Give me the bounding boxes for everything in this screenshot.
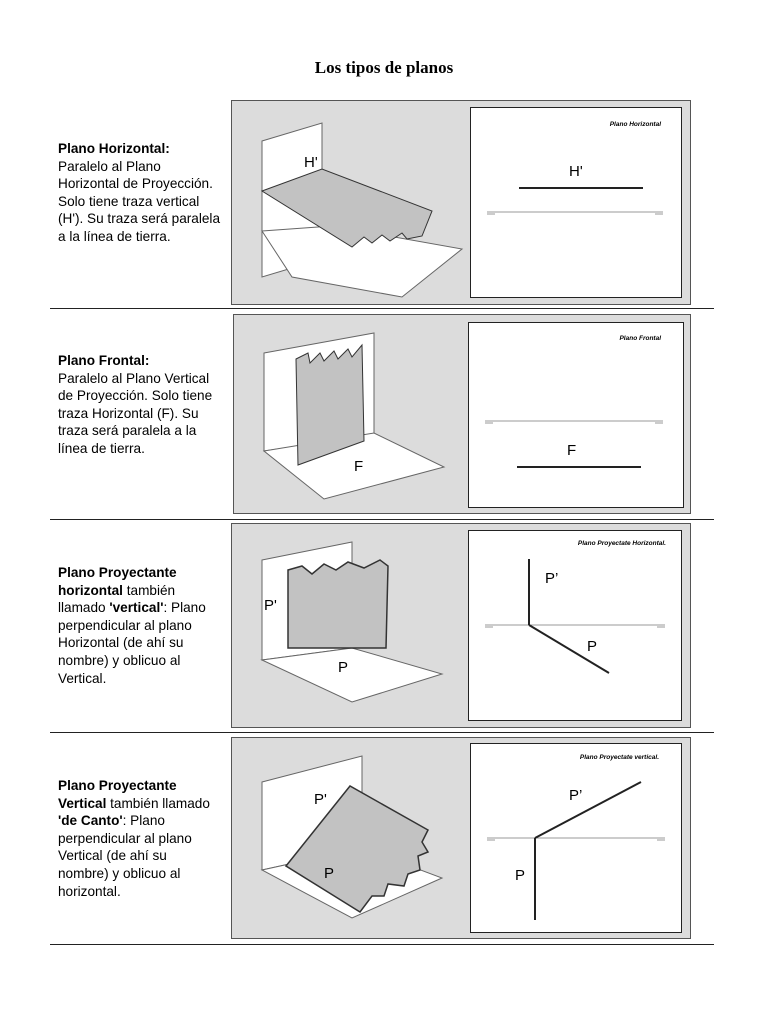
row-divider	[50, 519, 714, 520]
row-4-alias: 'de Canto'	[58, 813, 123, 829]
shaded-plane	[288, 560, 388, 648]
row-1-trace-diagram	[471, 108, 683, 299]
horizontal-plane	[262, 648, 442, 702]
row-3-trace-label-h: P	[587, 638, 598, 655]
row-2-trace-label: F	[567, 442, 577, 459]
row-3-name: Plano Proyectante horizontal	[58, 565, 177, 598]
row-4-card-title: Plano Proyectate vertical.	[579, 754, 659, 761]
row-3-card	[468, 530, 682, 721]
row-3-text-a: también llamado	[58, 582, 176, 616]
row-2-card-title: Plano Frontal	[619, 335, 661, 342]
row-3-trace-label-v: P’	[545, 570, 559, 587]
row-divider	[50, 732, 714, 733]
row-2-description	[58, 352, 220, 458]
row-4-text-a: también llamado	[106, 795, 210, 811]
row-divider	[50, 308, 714, 309]
row-2-trace-diagram	[469, 323, 685, 509]
row-3-trace-diagram	[469, 531, 683, 722]
row-4-description	[58, 777, 220, 900]
row-4-trace-label-v: P’	[569, 787, 583, 804]
page-title: Los tipos de planos	[314, 58, 454, 77]
row-3-description	[58, 564, 220, 687]
row-3-text: : Plano perpendicular al plano Horizontal (de ahí su nombre) y oblicuo al Vertical.	[58, 600, 206, 686]
row-1-text: Paralelo al Plano Horizontal de Proyección. Solo tiene traza vertical (H'). Su traza será paralela a la línea de tierra.	[58, 158, 221, 244]
row-4-trace-label-h: P	[515, 867, 526, 884]
row-4-text: : Plano perpendicular al plano Vertical (de ahí su nombre) y oblicuo al horizontal.	[58, 813, 192, 899]
row-3-3d-label-v: P'	[264, 597, 277, 614]
row-1-card-title: Plano Horizontal	[609, 121, 661, 128]
row-4-3d-label-h: P	[324, 865, 335, 882]
row-2-3d-label: F	[354, 458, 364, 475]
row-2-text: Paralelo al Plano Vertical de Proyección. Solo tiene traza Horizontal (F). Su traza será paralela a la línea de tierra.	[58, 370, 213, 456]
row-1-trace-label: H'	[569, 163, 583, 180]
row-4-3d-label-v: P'	[314, 791, 327, 808]
row-4-trace-diagram	[471, 744, 683, 934]
row-1-figure	[231, 100, 691, 305]
row-2-name: Plano Frontal:	[58, 353, 150, 368]
row-1-description	[58, 140, 220, 246]
row-2-card	[468, 322, 684, 508]
row-1-card	[470, 107, 682, 298]
row-3-figure	[231, 523, 691, 728]
row-divider	[50, 944, 714, 945]
row-3-3d-label-h: P	[338, 659, 349, 676]
row-4-name: Plano Proyectante Vertical	[58, 778, 177, 811]
row-4-card	[470, 743, 682, 933]
row-1-name: Plano Horizontal:	[58, 141, 170, 156]
oblique-trace-line	[535, 782, 641, 838]
row-3-card-title: Plano Proyectate Horizontal.	[577, 540, 666, 547]
row-4-figure	[231, 737, 691, 939]
row-1-3d-label: H'	[304, 154, 318, 171]
row-2-figure	[233, 314, 691, 514]
row-3-alias: 'vertical'	[109, 600, 164, 616]
